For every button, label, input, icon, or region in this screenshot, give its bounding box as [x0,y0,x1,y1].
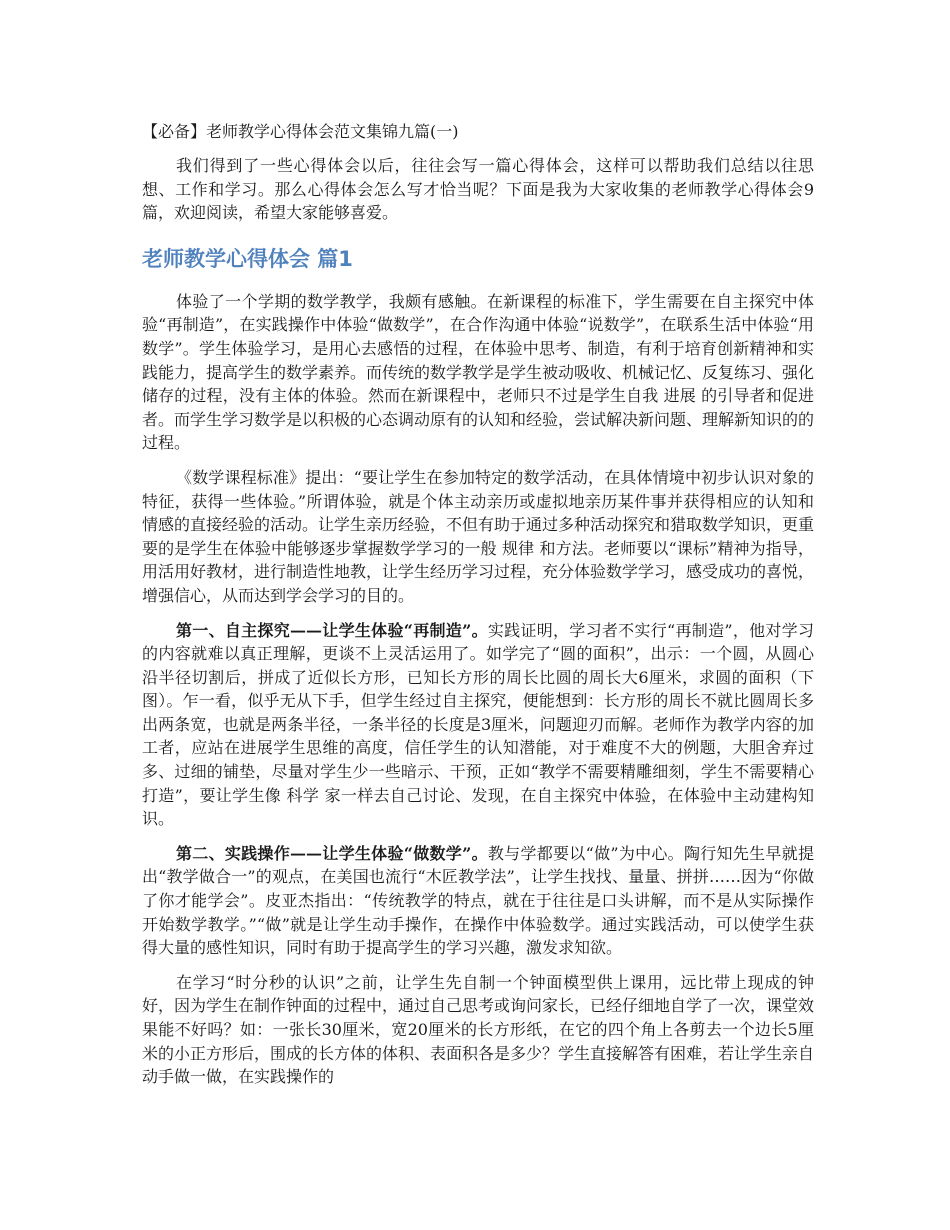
point-1-paragraph [142,619,814,831]
body-paragraph-2: 《数学课程标准》提出：“要让学生在参加特定的数学活动，在具体情境中初步认识对象的特征，获得一些体验。”所谓体验，就是个体主动亲历或虚拟地亲历某件事并获得相应的认知和情感的直接经验的活动。让学生亲历经验，不但有助于通过多种活动探究和猎取数学知识，更重要的是学生在体验中能够逐步掌握数学学习的一般 规律 和方法。老师要以“课标”精神为指导，用活用好教材，进行制造性地教，让学生经历学习过程，充分体验数学学习，感受成功的喜悦，增强信心，从而达到学会学习的目的。 [142,467,815,605]
last-paragraph: 在学习“时分秒的认识”之前，让学生先自制一个钟面模型供上课用，远比带上现成的钟好，因为学生在制作钟面的过程中，通过自己思考或询问家长，已经仔细地自学了一次，课堂效果能不好吗？如：一张长30厘米，宽20厘米的长方形纸，在它的四个角上各剪去一个边长5厘米的小正方形后，围成的长方体的体积、表面积各是多少？学生直接解答有困难，若让学生亲自动手做一做，在实践操作的 [142,972,815,1087]
point-2-heading: 第二、实践操作——让学生体验“做数学”。 [176,843,488,863]
section-heading: 老师教学心得体会 篇1 [142,246,353,271]
document-title: 【必备】老师教学心得体会范文集锦九篇(一) [142,122,459,141]
intro-paragraph: 我们得到了一些心得体会以后，往往会写一篇心得体会，这样可以帮助我们总结以往思想、工作和学习。那么心得体会怎么写才恰当呢？下面是我为大家收集的老师教学心得体会9篇，欢迎阅读，希望大家能够喜爱。 [142,156,814,223]
body-paragraph-1: 体验了一个学期的数学教学，我颇有感触。在新课程的标准下，学生需要在自主探究中体验“再制造”，在实践操作中体验“做数学”，在合作沟通中体验“说数学”，在联系生活中体验“用数学”。学生体验学习，是用心去感悟的过程，在体验中思考、制造，有利于培育创新精神和实践能力，提高学生的数学素养。而传统的数学教学是学生被动吸收、机械记忆、反复练习、强化储存的过程，没有主体的体验。然而在新课程中，老师只不过是学生自我 进展 的引导者和促进者。而学生学习数学是以积极的心态调动原有的认知和经验，尝试解决新问题、理解新知识的的过程。 [142,291,815,453]
point-1-heading: 第一、自主探究——让学生体验“再制造”。 [176,620,488,640]
point-1-text: 实践证明，学习者不实行“再制造”，他对学习的内容就难以真正理解，更谈不上灵活运用了。如学完了“圆的面积”，出示：一个圆，从圆心沿半径切割后，拼成了近似长方形，已知长方形的周长比圆的周长大6厘米，求圆的面积（下图）。乍一看，似乎无从下手，但学生经过自主探究，便能想到：长方形的周长不就比圆周长多出两条宽，也就是两条半径，一条半径的长度是3厘米，问题迎刃而解。老师作为教学内容的加工者，应站在进展学生思维的高度，信任学生的认知潜能，对于难度不大的例题，大胆舍弃过多、过细的铺垫，尽量对学生少一些暗示、干预，正如“教学不需要精雕细刻，学生不需要精心打造”，要让学生像 科学 家一样去自己讨论、发现，在自主探究中体验，在体验中主动建构知识。 [142,620,814,829]
point-2-paragraph [142,842,814,960]
point-2-text: 教与学都要以“做”为中心。陶行知先生早就提出“教学做合一”的观点，在美国也流行“木匠教学法”，让学生找找、量量、拼拼……因为“你做了你才能学会”。皮亚杰指出：“传统教学的特点，就在于往往是口头讲解，而不是从实际操作开始数学教学。”“做”就是让学生动手操作，在操作中体验数学。通过实践活动，可以使学生获得大量的感性知识，同时有助于提高学生的学习兴趣，激发求知欲。 [142,843,814,958]
document-page [142,120,814,1100]
